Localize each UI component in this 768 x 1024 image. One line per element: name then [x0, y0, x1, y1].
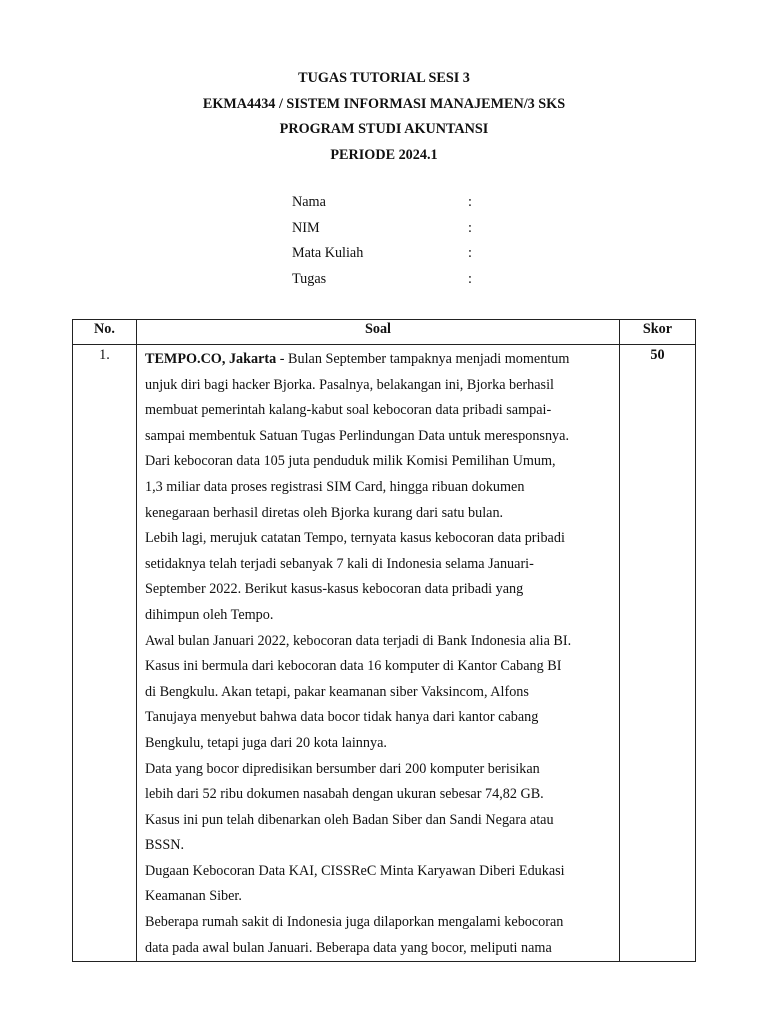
header-title: TUGAS TUTORIAL SESI 3 — [298, 70, 470, 86]
info-label: Nama — [292, 194, 326, 210]
question-line: Keamanan Siber. — [145, 888, 242, 905]
document-header — [0, 66, 768, 168]
question-line: Dugaan Kebocoran Data KAI, CISSReC Minta Karyawan Diberi Edukasi — [145, 862, 565, 879]
info-colon: : — [468, 245, 472, 261]
question-line: 1,3 miliar data proses registrasi SIM Card, hingga ribuan dokumen — [145, 478, 525, 495]
question-line: Kasus ini pun telah dibenarkan oleh Badan Siber dan Sandi Negara atau — [145, 811, 554, 828]
header-program: PROGRAM STUDI AKUNTANSI — [279, 121, 489, 137]
column-header-soal: Soal — [137, 320, 620, 345]
column-header-skor: Skor — [620, 320, 696, 345]
question-line: Dari kebocoran data 105 juta penduduk milik Komisi Pemilihan Umum, — [145, 453, 556, 470]
header-course: EKMA4434 / SISTEM INFORMASI MANAJEMEN/3 SKS — [202, 95, 566, 112]
info-colon: : — [468, 270, 472, 287]
question-line: dihimpun oleh Tempo. — [145, 606, 274, 623]
question-line: Data yang bocor dipredisikan bersumber dari 200 komputer berisikan — [145, 760, 540, 777]
source-byline: TEMPO.CO, Jakarta — [145, 351, 277, 367]
question-line: unjuk diri bagi hacker Bjorka. Pasalnya, belakangan ini, Bjorka berhasil — [145, 376, 554, 393]
question-line: membuat pemerintah kalang-kabut soal kebocoran data pribadi sampai- — [145, 402, 552, 419]
question-line: Bengkulu, tetapi juga dari 20 kota lainnya. — [145, 734, 387, 751]
info-label: Tugas — [292, 270, 327, 287]
column-header-no: No. — [73, 320, 137, 345]
question-line: kenegaraan berhasil diretas oleh Bjorka kurang dari satu bulan. — [145, 504, 504, 521]
row-number: 1. — [73, 345, 137, 962]
header-period: PERIODE 2024.1 — [330, 146, 438, 163]
question-table — [72, 319, 696, 962]
question-line: BSSN. — [145, 837, 185, 854]
info-label: NIM — [292, 219, 320, 236]
info-colon: : — [468, 219, 472, 236]
question-line: di Bengkulu. Akan tetapi, pakar keamanan siber Vaksincom, Alfons — [145, 683, 529, 700]
question-line — [145, 347, 619, 373]
question-line: September 2022. Berikut kasus-kasus kebocoran data pribadi yang — [145, 581, 524, 598]
question-line: Beberapa rumah sakit di Indonesia juga dilaporkan mengalami kebocoran — [145, 914, 564, 931]
table-header-row — [73, 320, 696, 345]
question-line-text: - Bulan September tampaknya menjadi momentum — [276, 351, 570, 367]
question-line: Awal bulan Januari 2022, kebocoran data terjadi di Bank Indonesia alia BI. — [145, 632, 572, 649]
question-line: Kasus ini bermula dari kebocoran data 16 komputer di Kantor Cabang BI — [145, 658, 562, 675]
question-line: data pada awal bulan Januari. Beberapa data yang bocor, meliputi nama — [145, 939, 552, 956]
table-row — [73, 345, 696, 962]
row-score: 50 — [620, 345, 696, 962]
info-label: Mata Kuliah — [292, 245, 364, 261]
question-line: Tanujaya menyebut bahwa data bocor tidak hanya dari kantor cabang — [145, 709, 539, 726]
question-line: sampai membentuk Satuan Tugas Perlindungan Data untuk meresponsnya. — [145, 427, 569, 444]
info-colon: : — [468, 194, 472, 210]
question-line: lebih dari 52 ribu dokumen nasabah dengan ukuran sebesar 74,82 GB. — [145, 786, 544, 803]
question-line: Lebih lagi, merujuk catatan Tempo, ternyata kasus kebocoran data pribadi — [145, 530, 565, 547]
question-line: setidaknya telah terjadi sebanyak 7 kali di Indonesia selama Januari- — [145, 555, 534, 572]
question-lines — [145, 345, 619, 961]
question-text — [137, 345, 620, 962]
